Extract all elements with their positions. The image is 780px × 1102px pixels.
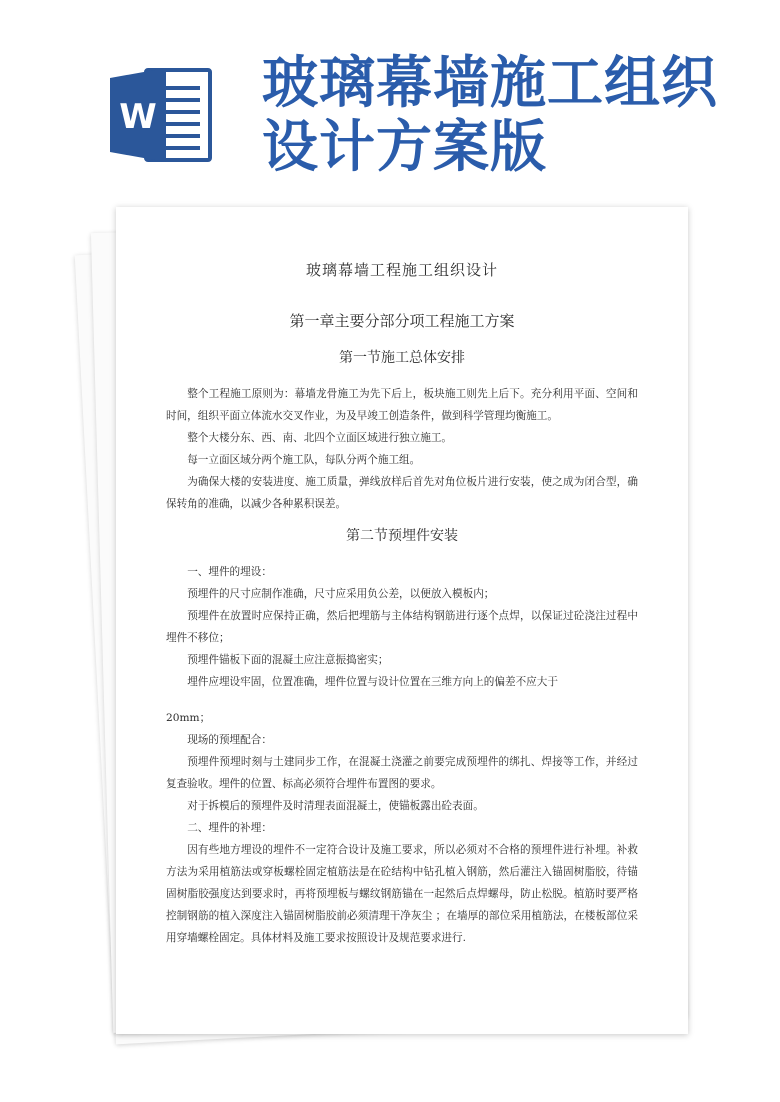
- document-body: [166, 259, 638, 949]
- word-logo-icon: [108, 66, 212, 164]
- paragraph: 现场的预埋配合：: [187, 734, 272, 746]
- paragraph: 因有些地方埋设的埋件不一定符合设计及施工要求，所以必须对不合格的预埋件进行补埋。补救方法为采用植筋法或穿板螺栓固定植筋法是在砼结构中钻孔植入钢筋，然后灌注入锚固树脂胶，待锚固树脂胶强度达到要求时，再将预埋板与螺纹钢筋锚在一起然后点焊螺母，防止松脱。植筋时要严格控制钢筋的植入深度注入锚固树脂胶前必须清理干净灰尘 ；在墙厚的部位采用植筋法，在楼板部位采用穿墙螺栓固定。具体材料及施工要求按照设计及规范要求进行.: [166, 844, 638, 944]
- banner-title-line2: 设计方案版: [262, 115, 547, 180]
- paragraph: 预埋件在放置时应保持正确，然后把埋筋与主体结构钢筋进行逐个点焊，以保证过砼浇注过程中埋件不移位；: [166, 610, 638, 644]
- paragraph: 二、埋件的补埋：: [187, 822, 272, 834]
- paragraph: 20mm；: [166, 712, 211, 724]
- document-page: [116, 207, 688, 1034]
- chapter-heading: 第一章主要分部分项工程施工方案: [289, 312, 515, 330]
- paragraph: 预埋件锚板下面的混凝土应注意振捣密实；: [187, 654, 389, 666]
- banner-title: [262, 52, 762, 180]
- paragraph: 为确保大楼的安装进度、施工质量，弹线放样后首先对角位板片进行安装，使之成为闭合型，确保转角的准确，以减少各种累积误差。: [166, 476, 638, 510]
- paragraph: 整个大楼分东、西、南、北四个立面区域进行独立施工。: [187, 432, 453, 444]
- paragraph: 整个工程施工原则为：幕墙龙骨施工为先下后上，板块施工则先上后下。充分利用平面、空间和时间，组织平面立体流水交叉作业，为及早竣工创造条件，做到科学管理均衡施工。: [166, 388, 638, 422]
- banner-title-line1: 玻璃幕墙施工组织: [262, 51, 718, 116]
- svg-text:W: W: [119, 97, 157, 137]
- document-title: 玻璃幕墙工程施工组织设计: [305, 261, 498, 279]
- paragraph: 对于拆模后的预埋件及时清理表面混凝土，使锚板露出砼表面。: [187, 800, 484, 812]
- paragraph: 埋件应埋设牢固，位置准确，埋件位置与设计位置在三维方向上的偏差不应大于: [187, 676, 558, 688]
- paragraph: 一、埋件的埋设：: [187, 566, 272, 578]
- section-heading: 第一节施工总体安排: [339, 350, 465, 366]
- paragraph: 预埋件的尺寸应制作准确，尺寸应采用负公差，以便放入模板内；: [187, 588, 495, 600]
- section-heading: 第二节预埋件安装: [346, 528, 458, 544]
- paragraph: 预埋件预埋时刻与土建同步工作，在混凝土浇灌之前要完成预埋件的绑扎、焊接等工作，并经过复查验收。埋件的位置、标高必须符合埋件布置图的要求。: [166, 756, 638, 790]
- paragraph: 每一立面区域分两个施工队，每队分两个施工组。: [187, 454, 421, 466]
